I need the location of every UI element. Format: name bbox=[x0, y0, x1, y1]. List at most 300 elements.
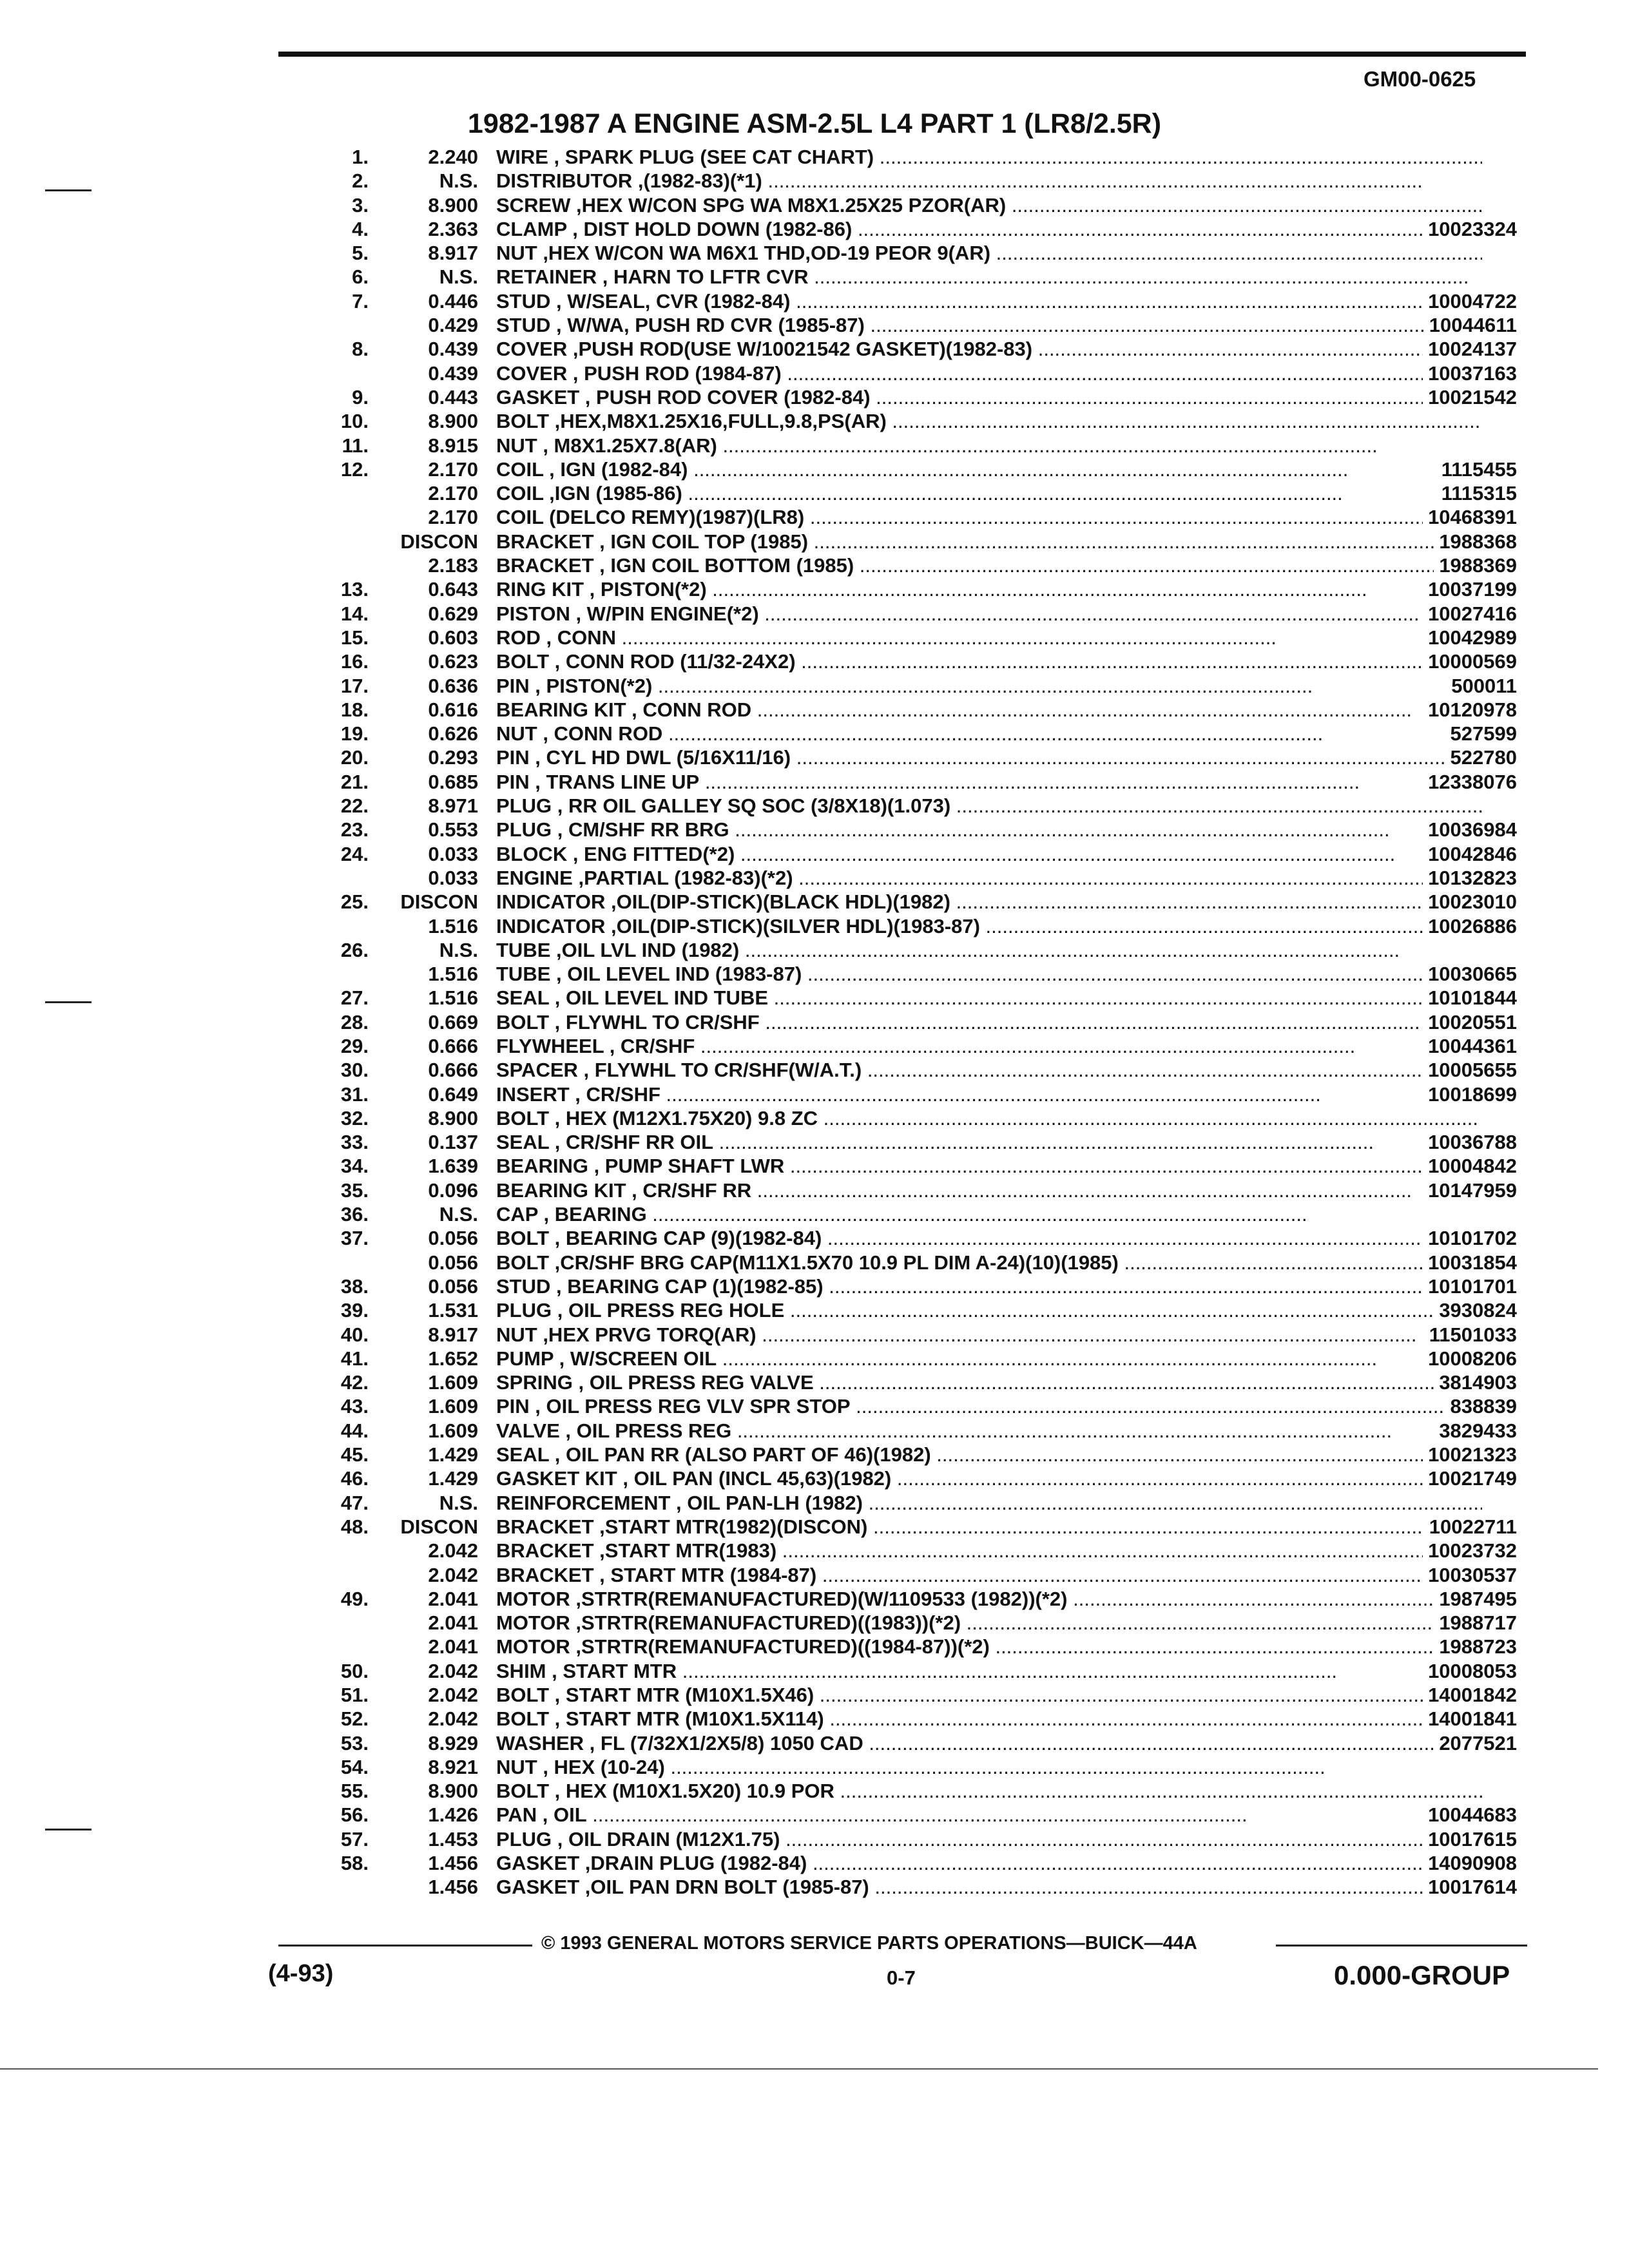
group-number: 0.629 bbox=[428, 602, 478, 625]
parts-row bbox=[309, 1466, 1534, 1490]
parts-row bbox=[309, 1827, 1534, 1850]
part-number: 838839 bbox=[1445, 1395, 1517, 1418]
group-number: 0.443 bbox=[428, 385, 478, 408]
group-number: 0.643 bbox=[428, 578, 478, 601]
part-description: BRACKET , IGN COIL TOP (1985) ..... bbox=[496, 530, 1469, 553]
parts-row bbox=[309, 961, 1534, 985]
part-description: PLUG , OIL PRESS REG HOLE ..... bbox=[496, 1299, 1445, 1322]
item-number: 35. bbox=[340, 1178, 369, 1202]
item-number: 4. bbox=[352, 217, 369, 240]
part-number: 10020551 bbox=[1423, 1011, 1517, 1034]
item-number: 28. bbox=[340, 1010, 369, 1033]
item-number: 25. bbox=[340, 890, 369, 914]
group-number: 0.666 bbox=[428, 1059, 478, 1082]
group-number: 0.446 bbox=[428, 289, 478, 312]
part-description: BOLT ,HEX,M8X1.25X16,FULL,9.8,PS(AR) ..... bbox=[496, 410, 1482, 433]
group-number: 1.531 bbox=[428, 1299, 478, 1322]
part-description: PAN , OIL ..... bbox=[496, 1803, 1248, 1827]
parts-row bbox=[309, 889, 1534, 913]
parts-row bbox=[309, 1731, 1534, 1754]
item-number: 32. bbox=[340, 1106, 369, 1129]
part-number: 10021749 bbox=[1423, 1467, 1517, 1490]
group-number: 1.429 bbox=[428, 1467, 478, 1490]
part-description: PLUG , RR OIL GALLEY SQ SOC (3/8X18)(1.073) ..... bbox=[496, 794, 1482, 818]
footer-date-code: (4-93) bbox=[268, 1960, 334, 1987]
part-description: INDICATOR ,OIL(DIP-STICK)(BLACK HDL)(1982) ..... bbox=[496, 890, 1482, 914]
item-number: 31. bbox=[340, 1082, 369, 1106]
part-description: PISTON , W/PIN ENGINE(*2) ..... bbox=[496, 602, 1420, 626]
item-number: 1. bbox=[352, 146, 369, 168]
part-description: RETAINER , HARN TO LFTR CVR ..... bbox=[496, 265, 1469, 289]
parts-row bbox=[309, 1250, 1534, 1274]
parts-row bbox=[309, 1394, 1534, 1418]
part-number: 10101844 bbox=[1423, 986, 1517, 1010]
part-description: GASKET ,DRAIN PLUG (1982-84) ..... bbox=[496, 1852, 1467, 1875]
group-number: 2.042 bbox=[428, 1539, 478, 1562]
item-number: 21. bbox=[340, 770, 369, 793]
document-code: GM00-0625 bbox=[1364, 67, 1476, 91]
part-number: 10037163 bbox=[1423, 362, 1517, 385]
item-number: 51. bbox=[340, 1684, 369, 1706]
item-number: 49. bbox=[340, 1587, 369, 1610]
parts-row bbox=[309, 1778, 1534, 1802]
group-number: 0.429 bbox=[428, 314, 478, 337]
part-description: DISTRIBUTOR ,(1982-83)(*1) ..... bbox=[496, 169, 1423, 193]
part-description: BOLT , HEX (M12X1.75X20) 9.8 ZC ..... bbox=[496, 1107, 1478, 1130]
parts-row bbox=[309, 817, 1534, 841]
part-number: 1988369 bbox=[1434, 554, 1517, 577]
group-number: 8.917 bbox=[428, 242, 478, 265]
part-description: SHIM , START MTR ..... bbox=[496, 1660, 1337, 1683]
item-number: 57. bbox=[340, 1827, 369, 1850]
group-number: 0.293 bbox=[428, 746, 478, 769]
parts-row bbox=[309, 1682, 1534, 1706]
group-number: 2.041 bbox=[428, 1635, 478, 1658]
part-description: STUD , BEARING CAP (1)(1982-85) ..... bbox=[496, 1275, 1482, 1298]
part-number: 1988717 bbox=[1434, 1611, 1517, 1635]
group-number: DISCON bbox=[400, 530, 478, 553]
item-number: 3. bbox=[352, 193, 369, 216]
part-description: TUBE , OIL LEVEL IND (1983-87) ..... bbox=[496, 963, 1462, 986]
parts-row bbox=[309, 1274, 1534, 1298]
group-number: 1.639 bbox=[428, 1155, 478, 1178]
item-number: 47. bbox=[340, 1491, 369, 1514]
part-description: BOLT , CONN ROD (11/32-24X2) ..... bbox=[496, 650, 1456, 673]
parts-row bbox=[309, 361, 1534, 385]
item-number: 55. bbox=[340, 1780, 369, 1803]
parts-row bbox=[309, 553, 1534, 577]
group-number: 0.439 bbox=[428, 361, 478, 385]
group-number: 0.616 bbox=[428, 698, 478, 721]
part-description: PLUG , CM/SHF RR BRG ..... bbox=[496, 818, 1390, 841]
group-number: 1.456 bbox=[428, 1876, 478, 1899]
part-number: 10000569 bbox=[1423, 650, 1517, 673]
group-number: 0.056 bbox=[428, 1227, 478, 1250]
part-number: 10044611 bbox=[1424, 314, 1517, 337]
parts-row bbox=[309, 1442, 1534, 1466]
item-number: 38. bbox=[340, 1274, 369, 1298]
group-number: 8.900 bbox=[428, 1780, 478, 1803]
part-description: PUMP , W/SCREEN OIL ..... bbox=[496, 1347, 1377, 1370]
group-number: 8.915 bbox=[428, 434, 478, 457]
part-description: MOTOR ,STRTR(REMANUFACTURED)((1984-87))(*2) ..... bbox=[496, 1635, 1482, 1658]
part-number: 10008206 bbox=[1423, 1347, 1517, 1370]
part-description: REINFORCEMENT , OIL PAN-LH (1982) ..... bbox=[496, 1492, 1482, 1515]
parts-row bbox=[309, 1225, 1534, 1249]
part-number: 10044683 bbox=[1423, 1803, 1517, 1827]
item-number: 39. bbox=[340, 1299, 369, 1322]
parts-row bbox=[309, 385, 1534, 408]
part-description: SPRING , OIL PRESS REG VALVE ..... bbox=[496, 1371, 1474, 1394]
parts-row bbox=[309, 1010, 1534, 1033]
parts-row bbox=[309, 264, 1534, 288]
item-number: 6. bbox=[352, 265, 369, 289]
part-number: 10101702 bbox=[1423, 1227, 1517, 1250]
parts-row bbox=[309, 649, 1534, 673]
item-number: 13. bbox=[340, 578, 369, 601]
parts-row bbox=[309, 1538, 1534, 1562]
part-number: 10023324 bbox=[1423, 218, 1517, 241]
part-number: 10022711 bbox=[1424, 1515, 1517, 1539]
parts-row bbox=[309, 1514, 1534, 1538]
parts-row bbox=[309, 601, 1534, 625]
group-number: 1.453 bbox=[428, 1827, 478, 1850]
part-description: SCREW ,HEX W/CON SPG WA M8X1.25X25 PZOR(AR) ..... bbox=[496, 194, 1482, 217]
page-title: 1982-1987 A ENGINE ASM-2.5L L4 PART 1 (LR8/2.5R) bbox=[467, 108, 1162, 139]
part-number: 3829433 bbox=[1434, 1419, 1517, 1443]
item-number: 34. bbox=[340, 1155, 369, 1178]
part-description: ROD , CONN ..... bbox=[496, 626, 1277, 649]
binder-hole-mark bbox=[45, 1001, 92, 1003]
group-number: 1.516 bbox=[428, 914, 478, 937]
parts-row bbox=[309, 1634, 1534, 1658]
group-number: 1.516 bbox=[428, 963, 478, 986]
item-number: 15. bbox=[340, 626, 369, 649]
part-description: PIN , TRANS LINE UP ..... bbox=[496, 771, 1360, 794]
part-number: 10026886 bbox=[1423, 915, 1517, 938]
group-number: 0.056 bbox=[428, 1251, 478, 1274]
part-description: INDICATOR ,OIL(DIP-STICK)(SILVER HDL)(1983-87) ..... bbox=[496, 915, 1482, 938]
part-number: 10132823 bbox=[1423, 867, 1517, 890]
group-number: 2.041 bbox=[428, 1611, 478, 1635]
parts-row bbox=[309, 1562, 1534, 1586]
item-number: 9. bbox=[352, 385, 369, 408]
parts-row bbox=[309, 937, 1534, 961]
part-number: 10036984 bbox=[1423, 818, 1517, 841]
part-number: 14001841 bbox=[1423, 1707, 1517, 1731]
part-number: 10005655 bbox=[1423, 1059, 1517, 1082]
part-number: 10468391 bbox=[1423, 506, 1517, 529]
part-description: NUT ,HEX W/CON WA M6X1 THD,OD-19 PEOR 9(AR) ..... bbox=[496, 242, 1482, 265]
parts-row bbox=[309, 433, 1534, 457]
item-number: 45. bbox=[340, 1443, 369, 1466]
group-number: 2.363 bbox=[428, 217, 478, 240]
part-number: 10004722 bbox=[1423, 290, 1517, 313]
part-number: 10027416 bbox=[1423, 602, 1517, 626]
parts-row bbox=[309, 745, 1534, 769]
footer-group-label: 0.000-GROUP bbox=[1334, 1960, 1510, 1990]
parts-row bbox=[309, 1082, 1534, 1106]
item-number: 30. bbox=[340, 1059, 369, 1082]
part-description: MOTOR ,STRTR(REMANUFACTURED)((1983))(*2) ..... bbox=[496, 1611, 1482, 1635]
part-number: 1115455 bbox=[1436, 458, 1517, 481]
footer-rule-right bbox=[1276, 1945, 1527, 1946]
bottom-scan-rule bbox=[0, 2068, 1598, 2070]
part-description: COIL , IGN (1982-84) ..... bbox=[496, 458, 1348, 481]
part-number: 11501033 bbox=[1424, 1323, 1517, 1347]
part-number: 14090908 bbox=[1423, 1852, 1517, 1875]
item-number: 2. bbox=[352, 169, 369, 193]
parts-row bbox=[309, 1322, 1534, 1346]
part-description: COVER ,PUSH ROD(USE W/10021542 GASKET)(1982-83) ..... bbox=[496, 338, 1482, 361]
item-number: 14. bbox=[340, 602, 369, 625]
group-number: DISCON bbox=[400, 890, 478, 914]
parts-row bbox=[309, 625, 1534, 649]
part-description: SEAL , OIL PAN RR (ALSO PART OF 46)(1982) ..... bbox=[496, 1443, 1482, 1466]
group-number: 0.553 bbox=[428, 818, 478, 841]
item-number: 27. bbox=[340, 986, 369, 1010]
part-description: PIN , PISTON(*2) ..... bbox=[496, 675, 1313, 698]
parts-row bbox=[309, 144, 1534, 168]
parts-row bbox=[309, 841, 1534, 865]
parts-row bbox=[309, 216, 1534, 240]
parts-row bbox=[309, 577, 1534, 601]
item-number: 48. bbox=[340, 1515, 369, 1538]
footer-page-number: 0-7 bbox=[887, 1966, 916, 1989]
part-number: 1987495 bbox=[1434, 1588, 1517, 1611]
part-description: PLUG , OIL DRAIN (M12X1.75) ..... bbox=[496, 1828, 1440, 1851]
item-number: 7. bbox=[352, 289, 369, 312]
part-description: GASKET ,OIL PAN DRN BOLT (1985-87) ..... bbox=[496, 1876, 1482, 1899]
footer-copyright: © 1993 GENERAL MOTORS SERVICE PARTS OPERATIONS—BUICK—44A bbox=[541, 1933, 1197, 1954]
group-number: 2.240 bbox=[428, 146, 478, 168]
group-number: 8.971 bbox=[428, 794, 478, 818]
group-number: 0.603 bbox=[428, 626, 478, 649]
part-number: 12338076 bbox=[1423, 771, 1517, 794]
group-number: 2.042 bbox=[428, 1684, 478, 1706]
group-number: 0.626 bbox=[428, 722, 478, 745]
parts-row bbox=[309, 312, 1534, 336]
part-number: 10101701 bbox=[1423, 1275, 1517, 1298]
parts-row bbox=[309, 721, 1534, 745]
item-number: 29. bbox=[340, 1034, 369, 1057]
part-description: CLAMP , DIST HOLD DOWN (1982-86) ..... bbox=[496, 218, 1482, 241]
group-number: 1.429 bbox=[428, 1443, 478, 1466]
group-number: 2.042 bbox=[428, 1707, 478, 1731]
item-number: 23. bbox=[340, 818, 369, 841]
part-description: PIN , CYL HD DWL (5/16X11/16) ..... bbox=[496, 746, 1451, 769]
part-description: RING KIT , PISTON(*2) ..... bbox=[496, 578, 1367, 601]
item-number: 36. bbox=[340, 1203, 369, 1226]
part-description: ENGINE ,PARTIAL (1982-83)(*2) ..... bbox=[496, 867, 1453, 890]
group-number: 1.456 bbox=[428, 1852, 478, 1875]
group-number: 8.929 bbox=[428, 1731, 478, 1754]
parts-row bbox=[309, 1178, 1534, 1202]
item-number: 33. bbox=[340, 1131, 369, 1154]
part-number: 10023010 bbox=[1423, 890, 1517, 914]
item-number: 46. bbox=[340, 1467, 369, 1490]
part-number: 1115315 bbox=[1436, 482, 1517, 505]
group-number: 2.041 bbox=[428, 1587, 478, 1610]
group-number: DISCON bbox=[400, 1515, 478, 1538]
parts-row bbox=[309, 1658, 1534, 1682]
part-number: 500011 bbox=[1446, 675, 1517, 698]
part-description: CAP , BEARING ..... bbox=[496, 1203, 1307, 1226]
group-number: 0.636 bbox=[428, 674, 478, 697]
parts-row bbox=[309, 1033, 1534, 1057]
parts-row bbox=[309, 1874, 1534, 1898]
group-number: N.S. bbox=[439, 1491, 478, 1514]
item-number: 40. bbox=[340, 1323, 369, 1346]
item-number: 58. bbox=[340, 1852, 369, 1875]
parts-row bbox=[309, 481, 1534, 505]
item-number: 54. bbox=[340, 1755, 369, 1778]
parts-row bbox=[309, 1610, 1534, 1634]
parts-row bbox=[309, 1153, 1534, 1177]
group-number: N.S. bbox=[439, 938, 478, 961]
group-number: 0.685 bbox=[428, 770, 478, 793]
part-description: PIN , OIL PRESS REG VLV SPR STOP ..... bbox=[496, 1395, 1482, 1418]
item-number: 16. bbox=[340, 650, 369, 673]
part-description: STUD , W/SEAL, CVR (1982-84) ..... bbox=[496, 290, 1451, 313]
part-description: NUT , M8X1.25X7.8(AR) ..... bbox=[496, 434, 1378, 457]
parts-row bbox=[309, 1706, 1534, 1730]
part-number: 10021542 bbox=[1423, 386, 1517, 409]
group-number: 8.900 bbox=[428, 1106, 478, 1129]
part-number: 10037199 bbox=[1423, 578, 1517, 601]
parts-row bbox=[309, 1202, 1534, 1225]
parts-row bbox=[309, 505, 1534, 528]
group-number: 8.900 bbox=[428, 193, 478, 216]
group-number: 0.623 bbox=[428, 650, 478, 673]
item-number: 24. bbox=[340, 842, 369, 865]
parts-row bbox=[309, 1106, 1534, 1129]
parts-row bbox=[309, 1490, 1534, 1514]
parts-row bbox=[309, 697, 1534, 721]
item-number: 12. bbox=[340, 457, 369, 481]
part-description: WIRE , SPARK PLUG (SEE CAT CHART) ..... bbox=[496, 146, 1482, 169]
group-number: N.S. bbox=[439, 265, 478, 289]
item-number: 43. bbox=[340, 1395, 369, 1418]
top-rule bbox=[278, 52, 1526, 57]
item-number: 37. bbox=[340, 1227, 369, 1250]
group-number: N.S. bbox=[439, 1203, 478, 1226]
parts-row bbox=[309, 457, 1534, 481]
part-description: BOLT , BEARING CAP (9)(1982-84) ..... bbox=[496, 1227, 1482, 1250]
part-number: 10036788 bbox=[1423, 1131, 1517, 1154]
part-description: INSERT , CR/SHF ..... bbox=[496, 1083, 1321, 1106]
group-number: 1.426 bbox=[428, 1803, 478, 1827]
parts-row bbox=[309, 793, 1534, 817]
group-number: 0.649 bbox=[428, 1082, 478, 1106]
part-description: BEARING , PUMP SHAFT LWR ..... bbox=[496, 1155, 1445, 1178]
group-number: 0.439 bbox=[428, 338, 478, 361]
group-number: 0.669 bbox=[428, 1010, 478, 1033]
item-number: 8. bbox=[352, 338, 369, 361]
part-number: 10004842 bbox=[1423, 1155, 1517, 1178]
parts-row bbox=[309, 1850, 1534, 1874]
group-number: 1.652 bbox=[428, 1347, 478, 1370]
part-description: SPACER , FLYWHL TO CR/SHF(W/A.T.) ..... bbox=[496, 1059, 1482, 1082]
item-number: 44. bbox=[340, 1419, 369, 1442]
item-number: 42. bbox=[340, 1371, 369, 1394]
item-number: 22. bbox=[340, 794, 369, 818]
group-number: 2.183 bbox=[428, 554, 478, 577]
part-number: 10147959 bbox=[1423, 1179, 1517, 1202]
item-number: 20. bbox=[340, 746, 369, 769]
part-number: 522780 bbox=[1445, 746, 1517, 769]
item-number: 19. bbox=[340, 722, 369, 745]
part-number: 10017615 bbox=[1423, 1828, 1517, 1851]
parts-row bbox=[309, 336, 1534, 360]
part-description: WASHER , FL (7/32X1/2X5/8) 1050 CAD ..... bbox=[496, 1732, 1482, 1755]
item-number: 17. bbox=[340, 674, 369, 697]
group-number: 8.917 bbox=[428, 1323, 478, 1346]
parts-row bbox=[309, 1754, 1534, 1778]
group-number: 8.900 bbox=[428, 410, 478, 433]
part-number: 10042989 bbox=[1423, 626, 1517, 649]
item-number: 53. bbox=[340, 1731, 369, 1754]
part-description: BRACKET , START MTR (1984-87) ..... bbox=[496, 1564, 1477, 1587]
parts-list bbox=[309, 144, 1534, 1899]
part-description: BOLT , FLYWHL TO CR/SHF ..... bbox=[496, 1011, 1420, 1034]
part-description: GASKET , PUSH ROD COVER (1982-84) ..... bbox=[496, 386, 1482, 409]
part-number: 3814903 bbox=[1434, 1371, 1517, 1394]
parts-row bbox=[309, 865, 1534, 889]
parts-row bbox=[309, 529, 1534, 553]
part-description: SEAL , OIL LEVEL IND TUBE ..... bbox=[496, 986, 1429, 1010]
parts-row bbox=[309, 1802, 1534, 1826]
group-number: 1.516 bbox=[428, 986, 478, 1010]
group-number: 0.033 bbox=[428, 866, 478, 889]
part-number: 2077521 bbox=[1434, 1732, 1517, 1755]
group-number: 0.666 bbox=[428, 1034, 478, 1057]
item-number: 11. bbox=[342, 434, 369, 457]
parts-row bbox=[309, 408, 1534, 432]
item-number: 56. bbox=[340, 1803, 369, 1827]
group-number: 1.609 bbox=[428, 1395, 478, 1418]
part-description: BOLT , START MTR (M10X1.5X114) ..... bbox=[496, 1707, 1482, 1731]
group-number: 0.137 bbox=[428, 1131, 478, 1154]
item-number: 52. bbox=[340, 1707, 369, 1731]
part-description: NUT , HEX (10-24) ..... bbox=[496, 1756, 1325, 1779]
part-description: TUBE ,OIL LVL IND (1982) ..... bbox=[496, 939, 1400, 962]
part-description: BRACKET ,START MTR(1983) ..... bbox=[496, 1539, 1437, 1562]
part-number: 10008053 bbox=[1423, 1660, 1517, 1683]
part-description: COVER , PUSH ROD (1984-87) ..... bbox=[496, 362, 1442, 385]
part-number: 527599 bbox=[1445, 722, 1517, 745]
item-number: 10. bbox=[340, 410, 369, 433]
parts-row bbox=[309, 168, 1534, 192]
part-description: BEARING KIT , CR/SHF RR ..... bbox=[496, 1179, 1412, 1202]
part-description: STUD , W/WA, PUSH RD CVR (1985-87) ..... bbox=[496, 314, 1482, 337]
group-number: 0.033 bbox=[428, 842, 478, 865]
parts-row bbox=[309, 1129, 1534, 1153]
part-number: 1988368 bbox=[1434, 530, 1517, 553]
group-number: 0.096 bbox=[428, 1178, 478, 1202]
part-description: BEARING KIT , CONN ROD ..... bbox=[496, 698, 1412, 722]
part-number: 10030537 bbox=[1423, 1564, 1517, 1587]
group-number: 0.056 bbox=[428, 1274, 478, 1298]
parts-row bbox=[309, 1586, 1534, 1610]
part-number: 10017614 bbox=[1423, 1876, 1517, 1899]
part-description: BLOCK , ENG FITTED(*2) ..... bbox=[496, 843, 1395, 866]
group-number: 2.170 bbox=[428, 457, 478, 481]
part-description: BRACKET , IGN COIL BOTTOM (1985) ..... bbox=[496, 554, 1482, 577]
part-description: MOTOR ,STRTR(REMANUFACTURED)(W/1109533 (1982))(*2) ..... bbox=[496, 1588, 1482, 1611]
item-number: 18. bbox=[340, 698, 369, 721]
parts-row bbox=[309, 240, 1534, 264]
